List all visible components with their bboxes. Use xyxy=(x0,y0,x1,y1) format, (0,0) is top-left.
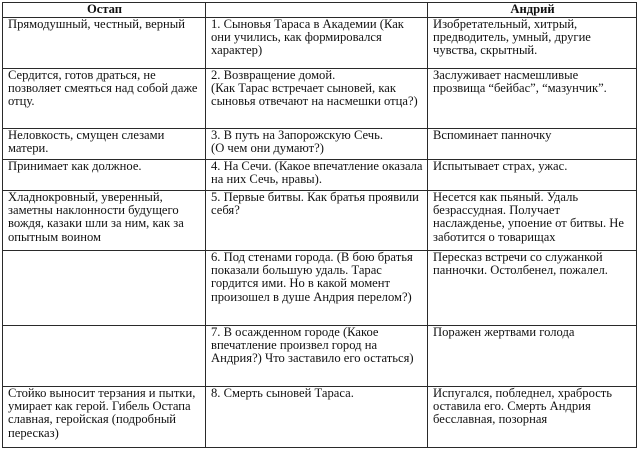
cell-episode xyxy=(206,18,428,69)
table-row xyxy=(3,191,637,251)
table-row xyxy=(3,69,637,129)
cell-episode-text: 4. На Сечи. (Какое впечатление оказала на них Сечь, нравы). xyxy=(211,159,423,187)
cell-episode-text: 1. Сыновья Тараса в Академии (Как они учились, как формировался характер) xyxy=(211,17,404,58)
header-ostap: Остап xyxy=(3,3,206,18)
cell-ostap-text: Прямодушный, честный, верный xyxy=(8,17,185,31)
cell-episode-text: 6. Под стенами города. (В бою братья показали большую удаль. Тарас гордится ими. Но в какой момент произошел в душе Андрия перелом?) xyxy=(211,250,413,304)
header-andriy: Андрий xyxy=(428,3,637,18)
cell-ostap-text: Хладнокровный, уверенный, заметны наклонности будущего вождя, казаки шли за ним, как за опытным воином xyxy=(8,190,184,244)
cell-episode xyxy=(206,191,428,251)
cell-andriy-text: Несется как пьяный. Удаль безрассудная. Получает наслажденье, упоение от битвы. Не заботится о товарищах xyxy=(433,190,624,244)
table-row xyxy=(3,326,637,387)
cell-andriy xyxy=(428,387,637,448)
comparison-table-container xyxy=(2,2,636,448)
cell-andriy xyxy=(428,251,637,326)
cell-andriy-text: Испытывает страх, ужас. xyxy=(433,159,568,173)
cell-episode xyxy=(206,129,428,160)
cell-andriy-text: Испугался, побледнел, храбрость оставила его. Смерть Андрия бесславная, позорная xyxy=(433,386,613,427)
cell-ostap xyxy=(3,69,206,129)
comparison-table xyxy=(2,2,637,448)
cell-episode-text: 8. Смерть сыновей Тараса. xyxy=(211,386,354,400)
cell-andriy xyxy=(428,129,637,160)
cell-andriy-text: Вспоминает панночку xyxy=(433,128,552,142)
cell-ostap xyxy=(3,129,206,160)
cell-ostap xyxy=(3,160,206,191)
cell-episode-text: 3. В путь на Запорожскую Сечь. (О чем они думают?) xyxy=(211,128,384,156)
cell-episode xyxy=(206,251,428,326)
table-row xyxy=(3,387,637,448)
cell-ostap xyxy=(3,326,206,387)
table-row xyxy=(3,129,637,160)
cell-ostap xyxy=(3,251,206,326)
cell-andriy-text: Поражен жертвами голода xyxy=(433,325,575,339)
cell-episode-text: 2. Возвращение домой. (Как Тарас встречает сыновей, как сыновья отвечают на насмешки отца?) xyxy=(211,68,418,109)
cell-episode xyxy=(206,160,428,191)
cell-ostap-text: Принимает как должное. xyxy=(8,159,142,173)
table-row xyxy=(3,251,637,326)
table-row xyxy=(3,18,637,69)
cell-andriy-text: Заслуживает насмешливые прозвища “бейбас”, “мазунчик”. xyxy=(433,68,607,96)
cell-ostap-text: Сердится, готов драться, не позволяет смеяться над собой даже отцу. xyxy=(8,68,198,109)
table-row xyxy=(3,160,637,191)
cell-episode xyxy=(206,326,428,387)
cell-andriy xyxy=(428,18,637,69)
table-header-row xyxy=(3,3,637,18)
cell-episode-text: 5. Первые битвы. Как братья проявили себя? xyxy=(211,190,419,218)
header-episode xyxy=(206,3,428,18)
cell-ostap xyxy=(3,387,206,448)
cell-andriy-text: Изобретательный, хитрый, предводитель, умный, другие чувства, скрытный. xyxy=(433,17,591,58)
cell-andriy xyxy=(428,160,637,191)
cell-andriy-text: Пересказ встречи со служанкой панночки. Остолбенел, пожалел. xyxy=(433,250,608,278)
cell-andriy xyxy=(428,326,637,387)
cell-episode xyxy=(206,387,428,448)
cell-ostap xyxy=(3,191,206,251)
cell-ostap xyxy=(3,18,206,69)
cell-ostap-text: Стойко выносит терзания и пытки, умирает как герой. Гибель Остапа славная, геройская (подробный пересказ) xyxy=(8,386,196,440)
cell-andriy xyxy=(428,191,637,251)
cell-ostap-text: Неловкость, смущен слезами матери. xyxy=(8,128,165,156)
cell-episode xyxy=(206,69,428,129)
cell-episode-text: 7. В осажденном городе (Какое впечатление произвел город на Андрия?) Что заставило его остаться) xyxy=(211,325,414,366)
cell-andriy xyxy=(428,69,637,129)
